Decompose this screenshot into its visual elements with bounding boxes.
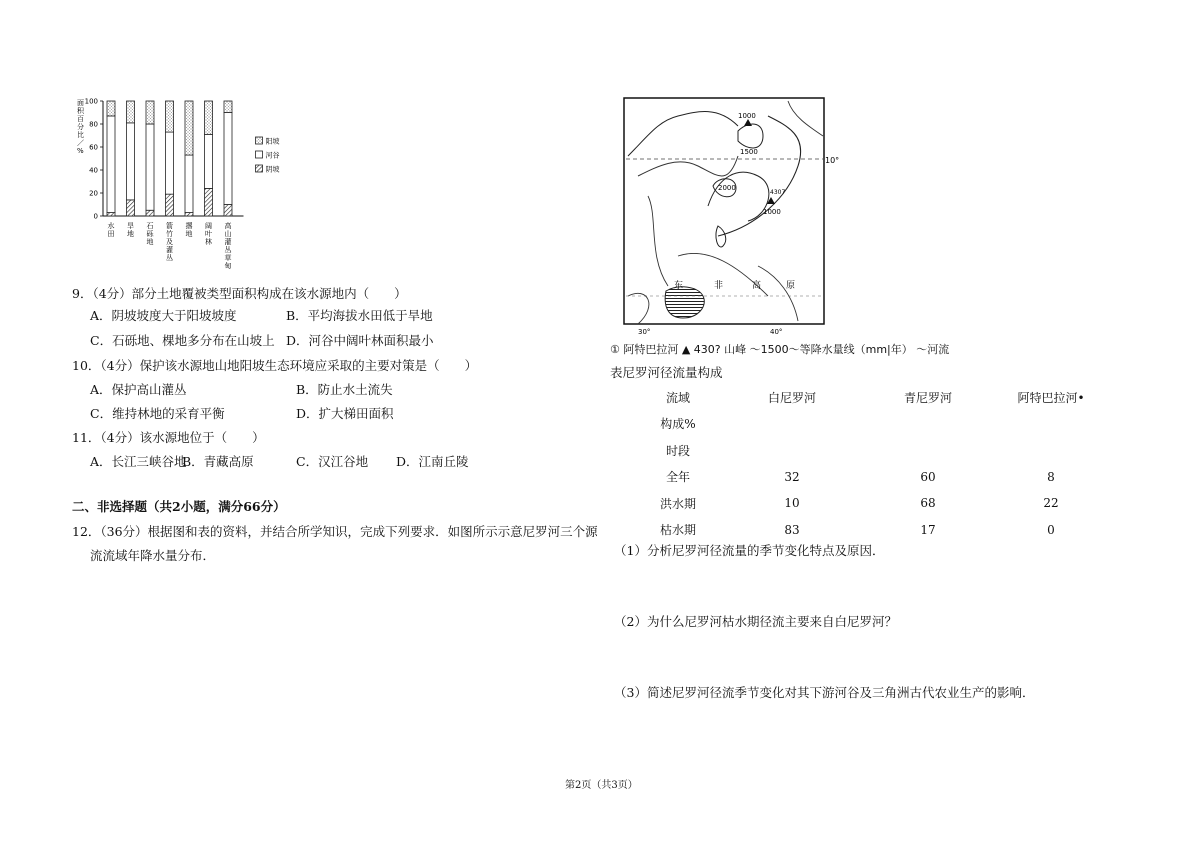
legend-label: 阳坡: [265, 137, 280, 146]
x-tick-label: 旱地: [127, 222, 134, 238]
legend-swatch: [256, 137, 263, 144]
bar-segment-河谷: [205, 134, 213, 188]
bar-segment-阴坡: [166, 194, 174, 216]
bar-segment-河谷: [146, 124, 154, 210]
table-caption: 表尼罗河径流量构成: [610, 365, 723, 380]
region-char-2: 非: [714, 281, 724, 291]
table-subheader-row: [640, 411, 1114, 438]
table-header-cell: 白尼罗河: [767, 390, 816, 405]
bar-segment-阳坡: [224, 101, 232, 113]
q10-option-a[interactable]: A．保护高山灌丛: [90, 382, 187, 397]
y-tick-label: 0: [93, 212, 98, 221]
question-9-stem: 9．（4分）部分土地覆被类型面积构成在该水源地内（ ）: [72, 286, 407, 301]
bar-segment-阳坡: [107, 101, 115, 116]
table-header-cell: 流域: [665, 390, 690, 405]
q9-option-a[interactable]: A．阴坡坡度大于阳坡坡度: [90, 308, 237, 323]
nile-precipitation-map: [618, 96, 848, 336]
table-cell: 17: [920, 522, 936, 537]
bar-segment-河谷: [185, 155, 193, 213]
legend-swatch: [256, 165, 263, 172]
bar-segment-阳坡: [166, 101, 174, 132]
peak-label: 4307: [770, 189, 786, 196]
bar-segment-阴坡: [107, 213, 115, 216]
q10-option-b[interactable]: B．防止水土流失: [296, 382, 393, 397]
bar-segment-河谷: [107, 116, 115, 213]
table-row: [640, 490, 1114, 517]
table-cell-period: 全年: [665, 470, 690, 485]
table-header-row: [640, 384, 1114, 411]
x-tick-label: 石砾地: [146, 222, 154, 246]
x-tick-label: 阔叶林: [205, 222, 212, 246]
table-cell-period: 洪水期: [659, 496, 696, 511]
question-11-stem: 11．（4分）该水源地位于（ ）: [72, 430, 265, 445]
table-row: [640, 464, 1114, 491]
longitude-label-30: 30°: [638, 328, 651, 336]
contour-label-1500: 1500: [740, 148, 758, 156]
bar-segment-阴坡: [185, 213, 193, 216]
subquestion-1: （1）分析尼罗河径流量的季节变化特点及原因．: [614, 543, 885, 558]
q11-option-a[interactable]: A．长江三峡谷地: [90, 454, 187, 469]
table-subheader-cell: 构成%: [660, 417, 696, 432]
bar-segment-阳坡: [185, 101, 193, 155]
bar-segment-阴坡: [127, 200, 135, 216]
table-cell-period: 枯水期: [659, 523, 696, 538]
region-char-3: 高: [752, 281, 762, 291]
legend-label: 河谷: [265, 151, 280, 160]
contour-label-1000: 1000: [738, 112, 756, 120]
bar-segment-河谷: [224, 113, 232, 205]
bar-segment-阴坡: [205, 188, 213, 216]
q10-option-c[interactable]: C．维持林地的采育平衡: [90, 406, 225, 421]
runoff-table: [640, 384, 1114, 543]
q10-option-d[interactable]: D．扩大梯田面积: [296, 406, 394, 421]
y-tick-label: 80: [89, 120, 98, 129]
x-tick-label: 水田: [107, 222, 115, 238]
question-12-line-2: 流流域年降水量分布．: [90, 548, 216, 563]
region-char-1: 东: [674, 281, 684, 291]
y-tick-label: 100: [84, 97, 98, 106]
legend-label: 阴坡: [265, 165, 280, 174]
latitude-label: 10°: [825, 156, 840, 165]
y-tick-label: 60: [89, 143, 98, 152]
x-tick-label: 撂地: [185, 222, 193, 238]
subquestion-2: （2）为什么尼罗河枯水期径流主要来自白尼罗河？: [614, 614, 897, 629]
bar-segment-阴坡: [224, 205, 232, 217]
y-tick-label: 20: [89, 189, 98, 198]
y-axis-label: 面积百分比／%: [77, 99, 84, 155]
table-header-cell: 青尼罗河: [903, 390, 952, 405]
q9-option-b[interactable]: B．平均海拔水田低于旱地: [286, 308, 433, 323]
page-footer: 第2页（共3页）: [565, 780, 638, 791]
q9-option-c[interactable]: C．石砾地、棵地多分布在山坡上: [90, 333, 275, 348]
x-tick-label: 箭竹及灌丛: [166, 222, 173, 262]
contour-label-2000: 2000: [718, 184, 736, 192]
table-cell: 10: [784, 496, 800, 511]
table-header-cell: 阿特巴拉河•: [1017, 390, 1085, 405]
table-cell: 22: [1043, 496, 1059, 511]
subquestion-3: （3）简述尼罗河径流季节变化对其下游河谷及三角洲古代农业生产的影响．: [614, 685, 1035, 700]
x-tick-label: 高山灌丛草甸: [224, 222, 232, 270]
land-cover-stacked-bar-chart: [70, 95, 330, 275]
section-2-heading: 二、非选择题（共2小题，满分66分）: [72, 499, 286, 514]
table-cell: 0: [1047, 522, 1055, 537]
table-cell: 32: [784, 469, 800, 484]
table-subheader-row: [640, 437, 1114, 464]
y-tick-label: 40: [89, 166, 98, 175]
q11-option-c[interactable]: C．汉江谷地: [296, 454, 369, 469]
bar-segment-河谷: [166, 132, 174, 194]
bar-segment-阳坡: [205, 101, 213, 134]
contour-label-1000-south: 1000: [763, 208, 781, 216]
table-row: [640, 517, 1114, 544]
table-cell: 60: [920, 469, 936, 484]
question-10-stem: 10．（4分）保护该水源地山地阳坡生态环境应采取的主要对策是（ ）: [72, 358, 478, 373]
table-subheader-cell: 时段: [665, 443, 690, 458]
bar-segment-阳坡: [146, 101, 154, 124]
table-cell: 83: [784, 522, 800, 537]
q11-option-b[interactable]: B．青藏高原: [182, 454, 254, 469]
map-legend: ① 阿特巴拉河 ▲ 430? 山峰 ～1500～等降水量线（mm|年） ～河流: [610, 343, 950, 356]
bar-segment-阳坡: [127, 101, 135, 123]
legend-swatch: [256, 151, 263, 158]
longitude-label-40: 40°: [770, 328, 783, 336]
region-char-4: 原: [786, 281, 796, 291]
q11-option-d[interactable]: D．江南丘陵: [396, 454, 469, 469]
question-12-line-1: 12．（36分）根据图和表的资料，并结合所学知识，完成下列要求．如图所示示意尼罗河三个源: [72, 524, 598, 539]
bar-segment-阴坡: [146, 210, 154, 216]
table-cell: 68: [920, 496, 936, 511]
table-cell: 8: [1047, 469, 1055, 484]
bar-segment-河谷: [127, 123, 135, 200]
q9-option-d[interactable]: D．河谷中阔叶林面积最小: [286, 333, 434, 348]
